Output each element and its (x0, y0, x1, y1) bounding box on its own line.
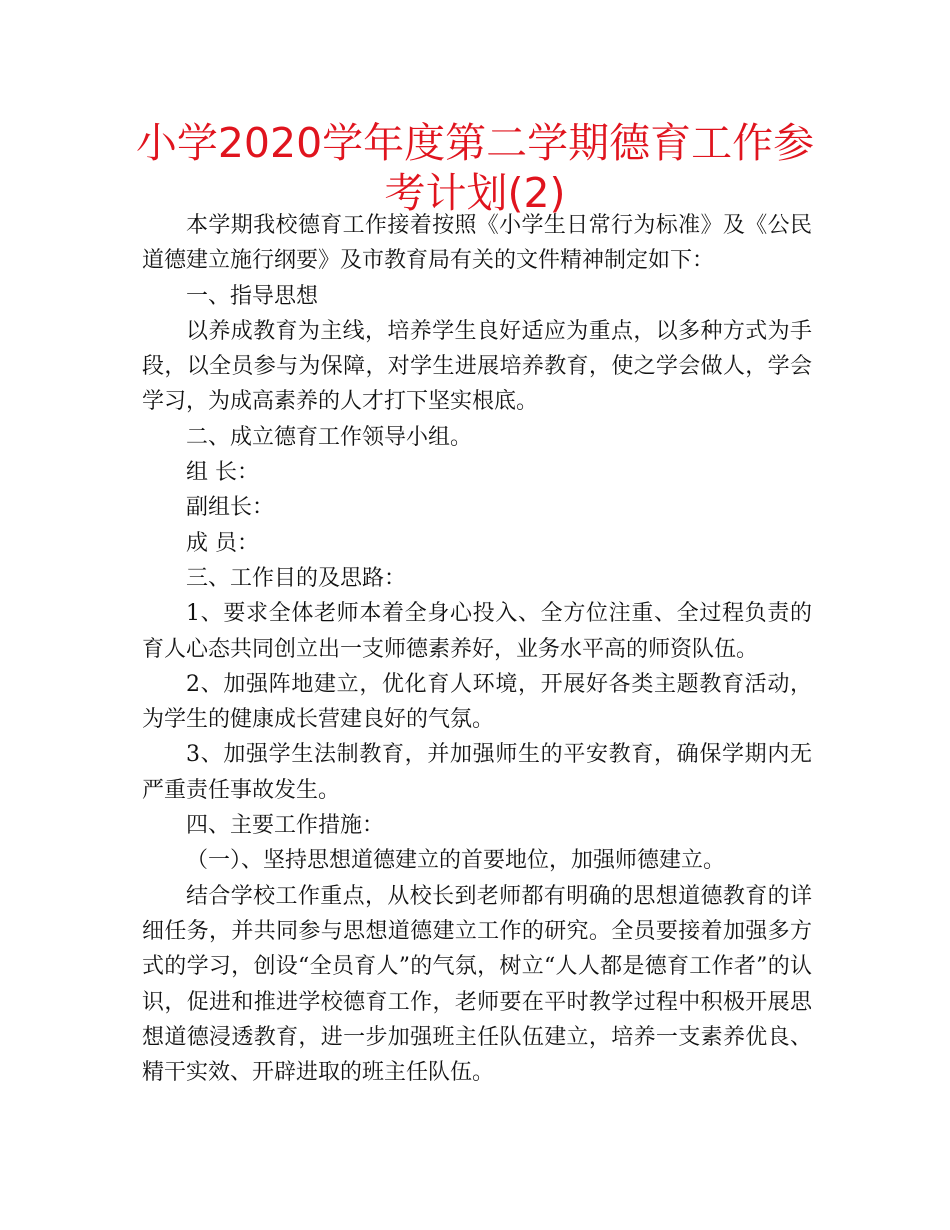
document-title: 小学2020学年度第二学期德育工作参考计划(2) (135, 119, 815, 217)
goal-item-1: 1、要求全体老师本着全身心投入、全方位注重、全过程负责的育人心态共同创立出一支师德素养好，业务水平高的师资队伍。 (142, 601, 812, 662)
document-body (142, 208, 812, 1090)
measure-subheading-1: （一）、坚持思想道德建立的首要地位，加强师德建立。 (186, 848, 726, 874)
section-heading-measures: 四、主要工作措施： (186, 813, 385, 839)
section-heading-goals: 三、工作目的及思路： (186, 565, 407, 591)
section-heading-leadership-group: 二、成立德育工作领导小组。 (186, 424, 473, 450)
deputy-leader-line: 副组长： (186, 495, 275, 521)
goal-item-3: 3、加强学生法制教育，并加强师生的平安教育，确保学期内无严重责任事故发生。 (142, 742, 812, 803)
section-heading-guiding-thought: 一、指导思想 (186, 283, 319, 309)
guiding-thought-paragraph: 以养成教育为主线，培养学生良好适应为重点，以多种方式为手段，以全员参与为保障，对学生进展培养教育，使之学会做人，学会学习，为成高素养的人才打下坚实根底。 (142, 318, 812, 415)
measure-paragraph-1: 结合学校工作重点，从校长到老师都有明确的思想道德教育的详细任务，并共同参与思想道德建立工作的研究。全员要接着加强多方式的学习，创设“全员育人”的气氛，树立“人人都是德育工作者”的认识，促进和推进学校德育工作，老师要在平时教学过程中积极开展思想道德浸透教育，进一步加强班主任队伍建立，培养一支素养优良、精干实效、开辟进取的班主任队伍。 (142, 883, 812, 1086)
goal-item-2: 2、加强阵地建立，优化育人环境，开展好各类主题教育活动，为学生的健康成长营建良好的气氛。 (142, 671, 812, 733)
intro-paragraph: 本学期我校德育工作接着按照《小学生日常行为标准》及《公民道德建立施行纲要》及市教育局有关的文件精神制定如下： (142, 213, 812, 274)
members-line: 成 员： (186, 530, 259, 556)
group-leader-line: 组 长： (186, 460, 259, 486)
